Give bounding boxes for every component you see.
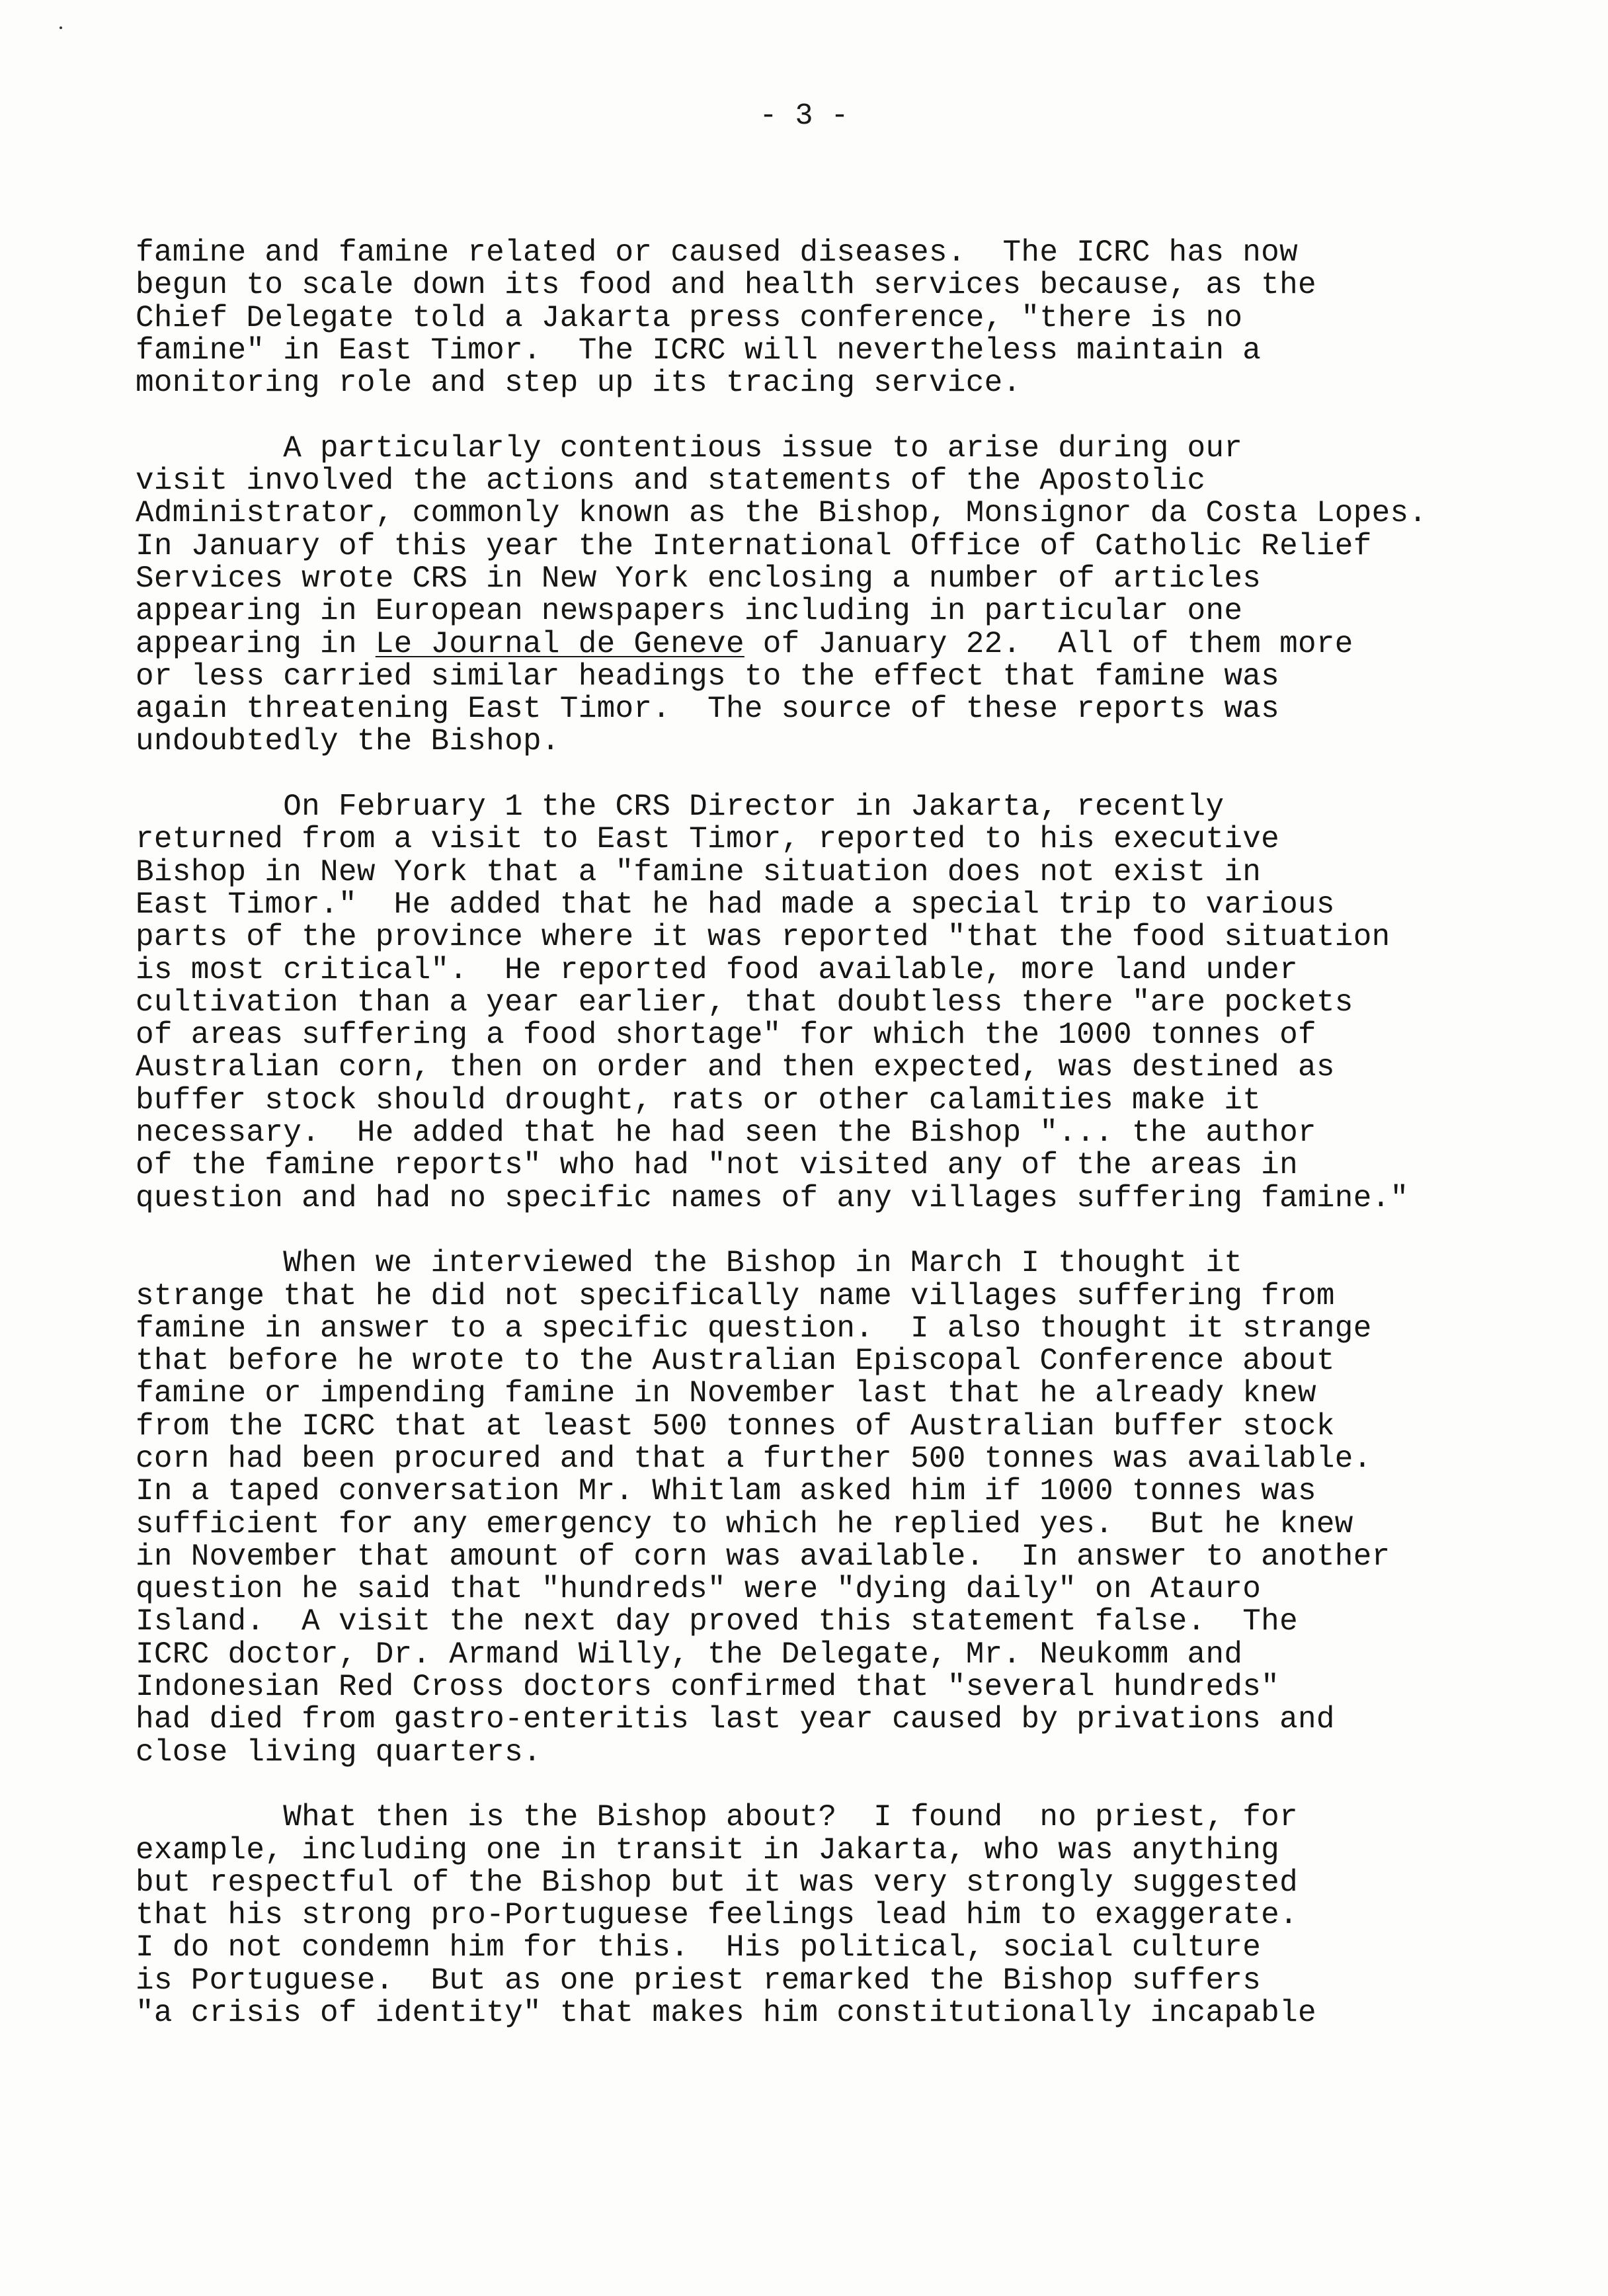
text-line: famine and famine related or caused diseases. The ICRC has now [136,235,1298,270]
text-line: question he said that "hundreds" were "dying daily" on Atauro [136,1572,1262,1607]
page-number: - 3 - [759,99,849,133]
text-line: Island. A visit the next day proved this statement false. The [136,1604,1298,1639]
text-line: appearing in European newspapers including in particular one [136,594,1243,629]
text-line: Chief Delegate told a Jakarta press conference, "there is no [136,300,1243,335]
text-line: necessary. He added that he had seen the Bishop "... the author [136,1116,1316,1151]
text-line: cultivation than a year earlier, that doubtless there "are pockets [136,985,1353,1020]
text-line: On February 1 the CRS Director in Jakarta, recently [136,790,1225,825]
text-line: In a taped conversation Mr. Whitlam asked him if 1000 tonnes was [136,1474,1316,1509]
text-line: visit involved the actions and statements of the Apostolic [136,464,1206,499]
text-line: Australian corn, then on order and then expected, was destined as [136,1050,1335,1085]
text-line [136,628,1590,661]
text-line: ICRC doctor, Dr. Armand Willy, the Delegate, Mr. Neukomm and [136,1637,1243,1672]
text-line: begun to scale down its food and health services because, as the [136,268,1316,303]
text-line: returned from a visit to East Timor, reported to his executive [136,822,1280,857]
text-line: I do not condemn him for this. His political, social culture [136,1930,1262,1965]
text-line: In January of this year the International Office of Catholic Relief [136,528,1372,563]
text-line: that his strong pro-Portuguese feelings lead him to exaggerate. [136,1898,1298,1933]
text-line: in November that amount of corn was available. In answer to another [136,1539,1390,1574]
text-line: had died from gastro-enteritis last year caused by privations and [136,1702,1335,1737]
text-line: famine" in East Timor. The ICRC will nevertheless maintain a [136,333,1262,368]
text-line: of the famine reports" who had "not visited any of the areas in [136,1148,1298,1183]
paragraph-4 [136,1247,1590,1769]
text-line: that before he wrote to the Australian Episcopal Conference about [136,1344,1335,1379]
text-line: "a crisis of identity" that makes him constitutionally incapable [136,1996,1316,2031]
text-line: Bishop in New York that a "famine situation does not exist in [136,854,1262,889]
text-line: buffer stock should drought, rats or other calamities make it [136,1083,1262,1118]
text-line: question and had no specific names of any villages suffering famine." [136,1180,1409,1215]
text-line: or less carried similar headings to the effect that famine was [136,659,1280,694]
text-line: but respectful of the Bishop but it was very strongly suggested [136,1865,1298,1900]
text-line: is Portuguese. But as one priest remarked the Bishop suffers [136,1963,1262,1998]
text-line: When we interviewed the Bishop in March I thought it [136,1246,1243,1281]
text-line: sufficient for any emergency to which he replied yes. But he knew [136,1506,1353,1541]
text-line: of areas suffering a food shortage" for which the 1000 tonnes of [136,1018,1316,1053]
text-line: strange that he did not specifically name villages suffering from [136,1278,1335,1313]
text-line: famine in answer to a specific question. I also thought it strange [136,1311,1372,1346]
paragraph-3 [136,791,1590,1215]
text-line: Indonesian Red Cross doctors confirmed that "several hundreds" [136,1670,1280,1705]
text-line: What then is the Bishop about? I found no priest, for [136,1800,1298,1835]
paragraph-1 [136,237,1590,399]
paragraph-5 [136,1801,1590,2030]
text-segment: of January 22. All of them more [744,626,1353,661]
paragraph-2 [136,432,1590,758]
newspaper-title: Le Journal de Geneve [375,626,744,661]
text-line: Services wrote CRS in New York enclosing a number of articles [136,561,1262,596]
text-line: again threatening East Timor. The source of these reports was [136,692,1280,727]
text-line: Administrator, commonly known as the Bishop, Monsignor da Costa Lopes. [136,496,1427,531]
text-line: is most critical". He reported food available, more land under [136,952,1298,987]
text-line: undoubtedly the Bishop. [136,724,560,759]
text-line: parts of the province where it was reported "that the food situation [136,920,1390,955]
document-body [136,237,1590,2063]
text-line: example, including one in transit in Jakarta, who was anything [136,1832,1280,1867]
text-line: A particularly contentious issue to arise during our [136,430,1243,466]
text-segment: appearing in [136,626,376,661]
text-line: corn had been procured and that a further 500 tonnes was available. [136,1441,1372,1476]
text-line: famine or impending famine in November last that he already knew [136,1376,1316,1411]
text-line: close living quarters. [136,1735,542,1770]
text-line: from the ICRC that at least 500 tonnes of Australian buffer stock [136,1409,1335,1444]
scan-speck [60,26,62,29]
text-line: East Timor." He added that he had made a special trip to various [136,887,1335,922]
text-line: monitoring role and step up its tracing service. [136,366,1022,401]
